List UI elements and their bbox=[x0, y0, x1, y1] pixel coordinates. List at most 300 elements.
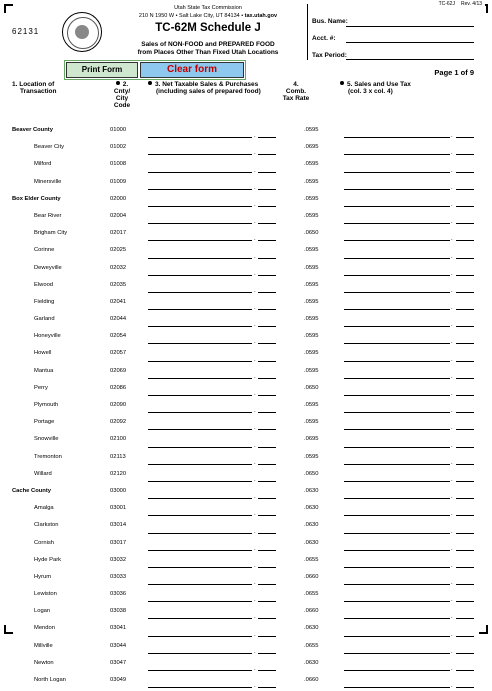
net-sales-dollars-field[interactable] bbox=[148, 498, 252, 499]
row-code: 02041 bbox=[110, 298, 127, 305]
col-header-rate bbox=[276, 81, 316, 102]
bus-name-label: Bus. Name: bbox=[312, 18, 348, 25]
row-rate: .0630 bbox=[304, 487, 319, 494]
decimal-separator: . bbox=[254, 270, 256, 277]
net-sales-dollars-field[interactable] bbox=[148, 258, 252, 259]
net-sales-dollars-field[interactable] bbox=[148, 601, 252, 602]
row-rate: .0595 bbox=[304, 281, 319, 288]
col3-line2: (including sales of prepared food) bbox=[156, 88, 261, 95]
net-sales-dollars-field[interactable] bbox=[148, 687, 252, 688]
row-rate: .0595 bbox=[304, 127, 319, 133]
decimal-separator: . bbox=[451, 562, 453, 569]
tax-cents-field[interactable] bbox=[456, 653, 474, 654]
net-sales-dollars-field[interactable] bbox=[148, 550, 252, 551]
net-sales-dollars-field[interactable] bbox=[148, 343, 252, 344]
row-code: 01008 bbox=[110, 161, 127, 168]
tax-dollars-field[interactable] bbox=[344, 533, 450, 534]
tax-dollars-field[interactable] bbox=[344, 378, 450, 379]
row-code: 01002 bbox=[110, 144, 127, 151]
tax-dollars-field[interactable] bbox=[344, 240, 450, 241]
net-sales-cents-field[interactable] bbox=[258, 258, 276, 259]
agency-website: tax.utah.gov bbox=[244, 13, 278, 19]
net-sales-dollars-field[interactable] bbox=[148, 395, 252, 396]
net-sales-cents-field[interactable] bbox=[258, 550, 276, 551]
net-sales-cents-field[interactable] bbox=[258, 275, 276, 276]
row-rate: .0595 bbox=[304, 367, 319, 374]
row-rate: .0655 bbox=[304, 642, 319, 649]
row-code: 02032 bbox=[110, 264, 127, 271]
row-code: 02004 bbox=[110, 212, 127, 219]
decimal-separator: . bbox=[451, 133, 453, 140]
tax-cents-field[interactable] bbox=[456, 258, 474, 259]
decimal-separator: . bbox=[254, 528, 256, 535]
decimal-separator: . bbox=[451, 459, 453, 466]
net-sales-cents-field[interactable] bbox=[258, 601, 276, 602]
net-sales-cents-field[interactable] bbox=[258, 189, 276, 190]
net-sales-cents-field[interactable] bbox=[258, 498, 276, 499]
row-location: Millville bbox=[34, 642, 53, 649]
decimal-separator: . bbox=[254, 201, 256, 208]
row-rate: .0595 bbox=[304, 333, 319, 340]
row-rate: .0595 bbox=[304, 247, 319, 254]
row-code: 02035 bbox=[110, 281, 127, 288]
decimal-separator: . bbox=[451, 167, 453, 174]
tax-dollars-field[interactable] bbox=[344, 223, 450, 224]
tax-dollars-field[interactable] bbox=[344, 292, 450, 293]
tax-cents-field[interactable] bbox=[456, 481, 474, 482]
row-code: 03036 bbox=[110, 591, 127, 598]
table-row bbox=[0, 296, 492, 313]
col2-line1: 2. bbox=[122, 81, 129, 88]
decimal-separator: . bbox=[451, 648, 453, 655]
net-sales-cents-field[interactable] bbox=[258, 326, 276, 327]
tax-dollars-field[interactable] bbox=[344, 258, 450, 259]
table-row bbox=[0, 210, 492, 227]
net-sales-dollars-field[interactable] bbox=[148, 292, 252, 293]
net-sales-cents-field[interactable] bbox=[258, 137, 276, 138]
col4-line2: Comb. bbox=[285, 88, 307, 95]
net-sales-dollars-field[interactable] bbox=[148, 223, 252, 224]
row-code: 03017 bbox=[110, 539, 127, 546]
net-sales-dollars-field[interactable] bbox=[148, 567, 252, 568]
net-sales-cents-field[interactable] bbox=[258, 154, 276, 155]
decimal-separator: . bbox=[451, 219, 453, 226]
row-location: Howell bbox=[34, 350, 52, 357]
row-rate: .0595 bbox=[304, 316, 319, 323]
decimal-separator: . bbox=[451, 597, 453, 604]
decimal-separator: . bbox=[451, 511, 453, 518]
table-row bbox=[0, 502, 492, 519]
row-rate: .0595 bbox=[304, 402, 319, 408]
net-sales-dollars-field[interactable] bbox=[148, 464, 252, 465]
decimal-separator: . bbox=[451, 184, 453, 191]
decimal-separator: . bbox=[254, 683, 256, 690]
decimal-separator: . bbox=[451, 270, 453, 277]
crop-mark-top-right bbox=[485, 4, 488, 13]
net-sales-cents-field[interactable] bbox=[258, 206, 276, 207]
tax-cents-field[interactable] bbox=[456, 172, 474, 173]
net-sales-cents-field[interactable] bbox=[258, 240, 276, 241]
table-row bbox=[0, 176, 492, 193]
row-rate: .0595 bbox=[304, 195, 319, 202]
net-sales-cents-field[interactable] bbox=[258, 378, 276, 379]
state-seal-icon bbox=[62, 12, 102, 52]
tax-cents-field[interactable] bbox=[456, 498, 474, 499]
subtitle-line-2: from Places Other Than Fixed Utah Locations bbox=[137, 49, 279, 56]
tax-dollars-field[interactable] bbox=[344, 687, 450, 688]
agency-address-text: 210 N 1950 W • Salt Lake City, UT 84134 • bbox=[138, 13, 244, 19]
net-sales-dollars-field[interactable] bbox=[148, 137, 252, 138]
row-code: 02057 bbox=[110, 350, 127, 357]
tax-cents-field[interactable] bbox=[456, 429, 474, 430]
clear-form-button[interactable]: Clear form bbox=[140, 62, 244, 78]
net-sales-dollars-field[interactable] bbox=[148, 326, 252, 327]
decimal-separator: . bbox=[254, 580, 256, 587]
tax-dollars-field[interactable] bbox=[344, 154, 450, 155]
row-code: 02054 bbox=[110, 333, 127, 340]
row-code: 03038 bbox=[110, 608, 127, 615]
decimal-separator: . bbox=[451, 287, 453, 294]
net-sales-dollars-field[interactable] bbox=[148, 378, 252, 379]
tax-dollars-field[interactable] bbox=[344, 447, 450, 448]
table-row bbox=[0, 330, 492, 347]
tax-dollars-field[interactable] bbox=[344, 361, 450, 362]
tax-cents-field[interactable] bbox=[456, 275, 474, 276]
net-sales-dollars-field[interactable] bbox=[148, 481, 252, 482]
decimal-separator: . bbox=[254, 476, 256, 483]
tax-dollars-field[interactable] bbox=[344, 481, 450, 482]
net-sales-dollars-field[interactable] bbox=[148, 653, 252, 654]
net-sales-cents-field[interactable] bbox=[258, 309, 276, 310]
agency-name: Utah State Tax Commission bbox=[174, 5, 242, 11]
tax-dollars-field[interactable] bbox=[344, 653, 450, 654]
row-code: 02120 bbox=[110, 470, 127, 477]
tax-dollars-field[interactable] bbox=[344, 567, 450, 568]
row-location: Clarkston bbox=[34, 522, 59, 529]
decimal-separator: . bbox=[254, 167, 256, 174]
acct-field[interactable] bbox=[346, 42, 474, 43]
tax-cents-field[interactable] bbox=[456, 670, 474, 671]
decimal-separator: . bbox=[254, 614, 256, 621]
row-location: Snowville bbox=[34, 436, 59, 443]
decimal-separator: . bbox=[451, 494, 453, 501]
tax-cents-field[interactable] bbox=[456, 292, 474, 293]
tax-cents-field[interactable] bbox=[456, 601, 474, 602]
decimal-separator: . bbox=[451, 476, 453, 483]
table-row bbox=[0, 537, 492, 554]
table-row bbox=[0, 622, 492, 639]
net-sales-dollars-field[interactable] bbox=[148, 412, 252, 413]
row-location: Beaver County bbox=[12, 127, 53, 133]
net-sales-cents-field[interactable] bbox=[258, 618, 276, 619]
row-rate: .0650 bbox=[304, 384, 319, 391]
net-sales-dollars-field[interactable] bbox=[148, 154, 252, 155]
tax-dollars-field[interactable] bbox=[344, 343, 450, 344]
tax-cents-field[interactable] bbox=[456, 361, 474, 362]
row-rate: .0595 bbox=[304, 178, 319, 185]
row-location: Mantua bbox=[34, 367, 54, 374]
bullet-icon bbox=[148, 81, 152, 85]
row-code: 02044 bbox=[110, 316, 127, 323]
location-table bbox=[0, 124, 492, 691]
decimal-separator: . bbox=[451, 339, 453, 346]
row-location: Deweyville bbox=[34, 264, 62, 271]
tax-cents-field[interactable] bbox=[456, 584, 474, 585]
tax-cents-field[interactable] bbox=[456, 378, 474, 379]
tax-dollars-field[interactable] bbox=[344, 326, 450, 327]
tax-dollars-field[interactable] bbox=[344, 137, 450, 138]
tax-dollars-field[interactable] bbox=[344, 515, 450, 516]
row-location: Minersville bbox=[34, 178, 62, 185]
row-code: 02086 bbox=[110, 384, 127, 391]
bullet-icon bbox=[340, 81, 344, 85]
net-sales-cents-field[interactable] bbox=[258, 395, 276, 396]
row-code: 03032 bbox=[110, 556, 127, 563]
tax-cents-field[interactable] bbox=[456, 189, 474, 190]
tax-dollars-field[interactable] bbox=[344, 636, 450, 637]
table-row bbox=[0, 674, 492, 691]
decimal-separator: . bbox=[451, 305, 453, 312]
col-header-code bbox=[104, 81, 140, 109]
row-location: Brigham City bbox=[34, 230, 68, 237]
row-location: Plymouth bbox=[34, 402, 59, 408]
net-sales-cents-field[interactable] bbox=[258, 447, 276, 448]
table-row bbox=[0, 554, 492, 571]
row-code: 02092 bbox=[110, 419, 127, 426]
tax-period-field[interactable] bbox=[346, 59, 474, 60]
col1-line1: 1. Location of bbox=[12, 81, 55, 88]
net-sales-dollars-field[interactable] bbox=[148, 670, 252, 671]
print-form-button[interactable]: Print Form bbox=[66, 62, 138, 78]
row-location: Willard bbox=[34, 470, 52, 477]
net-sales-cents-field[interactable] bbox=[258, 292, 276, 293]
row-location: Logan bbox=[34, 608, 51, 615]
decimal-separator: . bbox=[254, 391, 256, 397]
table-row bbox=[0, 158, 492, 175]
net-sales-cents-field[interactable] bbox=[258, 481, 276, 482]
tax-dollars-field[interactable] bbox=[344, 498, 450, 499]
decimal-separator: . bbox=[451, 253, 453, 260]
tax-cents-field[interactable] bbox=[456, 567, 474, 568]
col4-line3: Tax Rate bbox=[282, 95, 310, 102]
row-location: Honeyville bbox=[34, 333, 61, 340]
tax-cents-field[interactable] bbox=[456, 636, 474, 637]
tax-cents-field[interactable] bbox=[456, 464, 474, 465]
decimal-separator: . bbox=[451, 631, 453, 638]
net-sales-cents-field[interactable] bbox=[258, 343, 276, 344]
net-sales-dollars-field[interactable] bbox=[148, 240, 252, 241]
net-sales-cents-field[interactable] bbox=[258, 670, 276, 671]
row-location: Perry bbox=[34, 384, 48, 391]
tax-cents-field[interactable] bbox=[456, 137, 474, 138]
tax-dollars-field[interactable] bbox=[344, 429, 450, 430]
row-code: 03014 bbox=[110, 522, 127, 529]
tax-dollars-field[interactable] bbox=[344, 464, 450, 465]
row-rate: .0630 bbox=[304, 522, 319, 529]
row-code: 03001 bbox=[110, 505, 127, 512]
tax-dollars-field[interactable] bbox=[344, 670, 450, 671]
net-sales-dollars-field[interactable] bbox=[148, 275, 252, 276]
row-rate: .0655 bbox=[304, 591, 319, 598]
form-title: TC-62M Schedule J bbox=[155, 22, 261, 34]
row-rate: .0695 bbox=[304, 436, 319, 443]
table-row bbox=[0, 193, 492, 210]
bus-name-field[interactable] bbox=[346, 26, 474, 27]
row-code: 01000 bbox=[110, 127, 127, 133]
table-row bbox=[0, 433, 492, 450]
decimal-separator: . bbox=[254, 666, 256, 672]
net-sales-dollars-field[interactable] bbox=[148, 618, 252, 619]
decimal-separator: . bbox=[451, 614, 453, 621]
decimal-separator: . bbox=[254, 287, 256, 294]
net-sales-cents-field[interactable] bbox=[258, 653, 276, 654]
table-row bbox=[0, 451, 492, 468]
tax-dollars-field[interactable] bbox=[344, 412, 450, 413]
row-code: 02069 bbox=[110, 367, 127, 374]
table-row bbox=[0, 124, 492, 141]
agency-address bbox=[110, 12, 306, 20]
decimal-separator: . bbox=[451, 150, 453, 157]
tax-cents-field[interactable] bbox=[456, 206, 474, 207]
net-sales-cents-field[interactable] bbox=[258, 636, 276, 637]
tax-cents-field[interactable] bbox=[456, 223, 474, 224]
row-location: Fielding bbox=[34, 298, 55, 305]
net-sales-dollars-field[interactable] bbox=[148, 515, 252, 516]
row-rate: .0595 bbox=[304, 264, 319, 271]
net-sales-cents-field[interactable] bbox=[258, 687, 276, 688]
row-code: 03041 bbox=[110, 625, 127, 632]
tax-cents-field[interactable] bbox=[456, 343, 474, 344]
row-location: Elwood bbox=[34, 281, 54, 288]
tax-dollars-field[interactable] bbox=[344, 309, 450, 310]
tax-cents-field[interactable] bbox=[456, 618, 474, 619]
tax-dollars-field[interactable] bbox=[344, 189, 450, 190]
net-sales-cents-field[interactable] bbox=[258, 464, 276, 465]
row-location: Lewiston bbox=[34, 591, 57, 598]
tax-dollars-field[interactable] bbox=[344, 206, 450, 207]
tax-dollars-field[interactable] bbox=[344, 618, 450, 619]
tax-dollars-field[interactable] bbox=[344, 550, 450, 551]
net-sales-dollars-field[interactable] bbox=[148, 636, 252, 637]
form-revision: Rev. 4/13 bbox=[460, 1, 482, 7]
net-sales-cents-field[interactable] bbox=[258, 429, 276, 430]
table-row bbox=[0, 571, 492, 588]
decimal-separator: . bbox=[254, 253, 256, 260]
table-row bbox=[0, 313, 492, 330]
col3-line1: 3. Net Taxable Sales & Purchases bbox=[155, 81, 259, 88]
row-rate: .0630 bbox=[304, 625, 319, 632]
row-location: Milford bbox=[34, 161, 52, 168]
row-rate: .0595 bbox=[304, 453, 319, 460]
col2-line2: Cnty/ bbox=[113, 88, 131, 95]
col-header-location bbox=[12, 81, 72, 95]
tax-cents-field[interactable] bbox=[456, 550, 474, 551]
form-id: TC-62J bbox=[438, 1, 455, 7]
tax-dollars-field[interactable] bbox=[344, 172, 450, 173]
net-sales-cents-field[interactable] bbox=[258, 172, 276, 173]
decimal-separator: . bbox=[451, 236, 453, 243]
decimal-separator: . bbox=[451, 580, 453, 587]
row-location: Hyrum bbox=[34, 573, 52, 580]
decimal-separator: . bbox=[254, 219, 256, 226]
decimal-separator: . bbox=[254, 597, 256, 604]
net-sales-dollars-field[interactable] bbox=[148, 533, 252, 534]
tax-cents-field[interactable] bbox=[456, 240, 474, 241]
tax-dollars-field[interactable] bbox=[344, 584, 450, 585]
tax-cents-field[interactable] bbox=[456, 687, 474, 688]
net-sales-dollars-field[interactable] bbox=[148, 309, 252, 310]
row-location: Corinne bbox=[34, 247, 55, 254]
row-location: Mendon bbox=[34, 625, 55, 632]
decimal-separator: . bbox=[451, 442, 453, 449]
decimal-separator: . bbox=[254, 494, 256, 501]
decimal-separator: . bbox=[254, 648, 256, 655]
row-rate: .0660 bbox=[304, 573, 319, 580]
decimal-separator: . bbox=[451, 391, 453, 397]
net-sales-cents-field[interactable] bbox=[258, 223, 276, 224]
table-row bbox=[0, 365, 492, 382]
net-sales-dollars-field[interactable] bbox=[148, 189, 252, 190]
row-code: 02025 bbox=[110, 247, 127, 254]
net-sales-cents-field[interactable] bbox=[258, 584, 276, 585]
tax-cents-field[interactable] bbox=[456, 515, 474, 516]
net-sales-cents-field[interactable] bbox=[258, 533, 276, 534]
tax-cents-field[interactable] bbox=[456, 154, 474, 155]
net-sales-dollars-field[interactable] bbox=[148, 361, 252, 362]
tax-dollars-field[interactable] bbox=[344, 275, 450, 276]
tax-cents-field[interactable] bbox=[456, 533, 474, 534]
decimal-separator: . bbox=[254, 322, 256, 329]
tax-cents-field[interactable] bbox=[456, 447, 474, 448]
page-indicator: Page 1 of 9 bbox=[434, 68, 474, 77]
net-sales-dollars-field[interactable] bbox=[148, 447, 252, 448]
net-sales-dollars-field[interactable] bbox=[148, 429, 252, 430]
tax-dollars-field[interactable] bbox=[344, 395, 450, 396]
net-sales-cents-field[interactable] bbox=[258, 515, 276, 516]
acct-label: Acct. #: bbox=[312, 35, 336, 42]
net-sales-cents-field[interactable] bbox=[258, 567, 276, 568]
tax-cents-field[interactable] bbox=[456, 309, 474, 310]
row-code: 02100 bbox=[110, 436, 127, 443]
decimal-separator: . bbox=[254, 425, 256, 432]
decimal-separator: . bbox=[254, 631, 256, 638]
tax-dollars-field[interactable] bbox=[344, 601, 450, 602]
table-row bbox=[0, 227, 492, 244]
tax-cents-field[interactable] bbox=[456, 326, 474, 327]
form-number bbox=[439, 1, 482, 7]
tax-cents-field[interactable] bbox=[456, 395, 474, 396]
row-location: Box Elder County bbox=[12, 195, 61, 202]
row-rate: .0595 bbox=[304, 161, 319, 168]
row-location: Newton bbox=[34, 659, 54, 666]
row-location: Cornish bbox=[34, 539, 54, 546]
decimal-separator: . bbox=[451, 425, 453, 432]
net-sales-cents-field[interactable] bbox=[258, 412, 276, 413]
decimal-separator: . bbox=[254, 459, 256, 466]
net-sales-dollars-field[interactable] bbox=[148, 206, 252, 207]
col5-line1: 5. Sales and Use Tax bbox=[347, 81, 411, 88]
decimal-separator: . bbox=[451, 666, 453, 672]
net-sales-dollars-field[interactable] bbox=[148, 172, 252, 173]
tax-period-label: Tax Period: bbox=[312, 52, 347, 59]
row-location: Bear River bbox=[34, 212, 62, 219]
decimal-separator: . bbox=[254, 442, 256, 449]
net-sales-dollars-field[interactable] bbox=[148, 584, 252, 585]
table-row bbox=[0, 657, 492, 674]
table-row bbox=[0, 485, 492, 502]
tax-cents-field[interactable] bbox=[456, 412, 474, 413]
net-sales-cents-field[interactable] bbox=[258, 361, 276, 362]
